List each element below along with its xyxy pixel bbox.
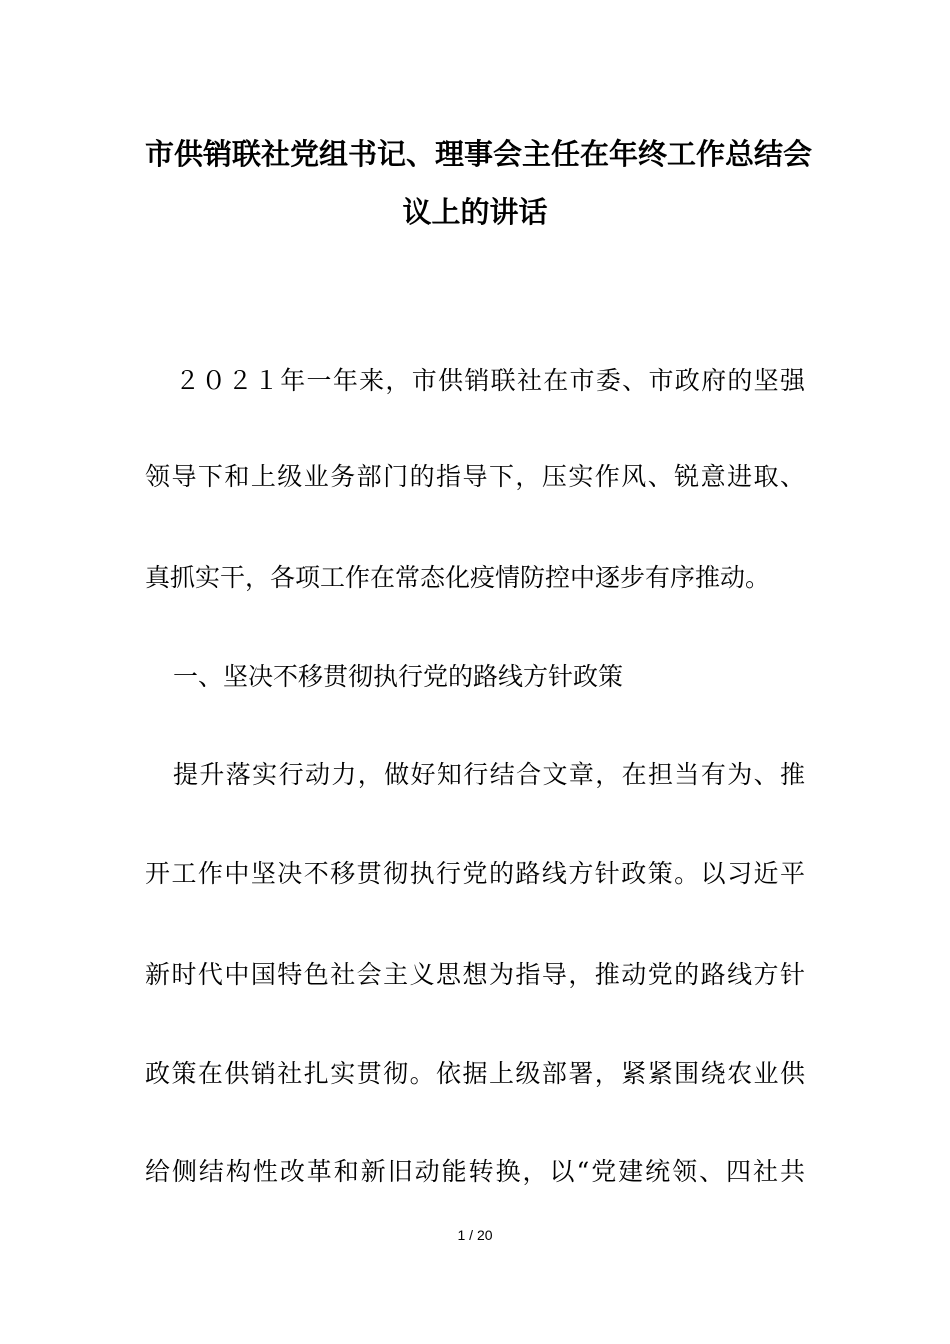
body-text-line: 开工作中坚决不移贯彻执行党的路线方针政策。以习近平 xyxy=(145,859,805,888)
title-line: 议上的讲话 xyxy=(402,195,548,229)
body-text-line: 提升落实行动力，做好知行结合文章，在担当有为、推 xyxy=(173,760,805,789)
body-text-line: 政策在供销社扎实贯彻。依据上级部署，紧紧围绕农业供 xyxy=(145,1059,805,1088)
body-text-line: 新时代中国特色社会主义思想为指导，推动党的路线方针 xyxy=(145,960,805,989)
body-text-line: 领导下和上级业务部门的指导下，压实作风、锐意进取、 xyxy=(145,462,805,491)
section-heading: 一、坚决不移贯彻执行党的路线方针政策 xyxy=(173,662,624,691)
title-line: 市供销联社党组书记、理事会主任在年终工作总结会 xyxy=(145,137,813,171)
body-text-line: ２０２１年一年来，市供销联社在市委、市政府的坚强 xyxy=(175,366,805,395)
page-number: 1 / 20 xyxy=(457,1227,493,1243)
body-text-line: 给侧结构性改革和新旧动能转换，以“党建统领、四社共 xyxy=(145,1157,805,1186)
body-text-line: 真抓实干，各项工作在常态化疫情防控中逐步有序推动。 xyxy=(145,563,771,592)
document-title xyxy=(145,125,813,241)
